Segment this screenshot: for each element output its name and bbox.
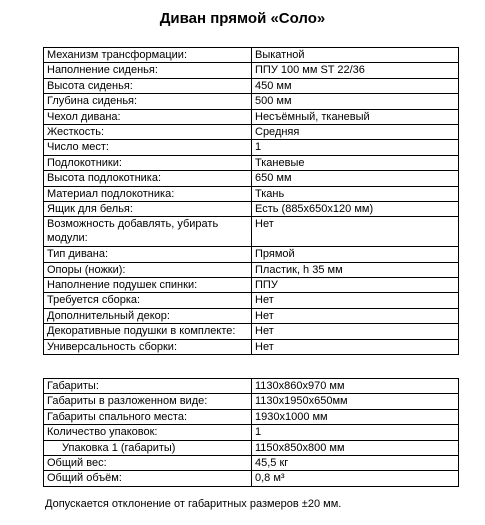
- product-title: Диван прямой «Соло»: [159, 10, 326, 27]
- table-row: [44, 63, 459, 78]
- spec-value: Выкатной: [252, 48, 459, 63]
- table-row: [44, 440, 459, 455]
- dimension-label: Габариты:: [44, 379, 252, 394]
- spec-label: Требуется сборка:: [44, 293, 252, 308]
- table-row: [44, 171, 459, 186]
- spec-value: Нет: [252, 324, 459, 339]
- tolerance-note: Допускается отклонение от габаритных размеров ±20 мм.: [45, 498, 342, 510]
- table-row: [44, 124, 459, 139]
- spec-label: Универсальность сборки:: [44, 339, 252, 354]
- table-row: [44, 109, 459, 124]
- table-row: [44, 94, 459, 109]
- table-row: [44, 217, 459, 247]
- spec-value: Средняя: [252, 124, 459, 139]
- table-row: [44, 409, 459, 424]
- spec-label: Число мест:: [44, 140, 252, 155]
- dimensions-table: [43, 378, 459, 487]
- spec-value: Нет: [252, 339, 459, 354]
- spec-label: Ящик для белья:: [44, 201, 252, 216]
- table-row: [44, 247, 459, 262]
- spec-value: Пластик, h 35 мм: [252, 262, 459, 277]
- spec-label: Механизм трансформации:: [44, 48, 252, 63]
- table-row: [44, 78, 459, 93]
- spec-label: Тип дивана:: [44, 247, 252, 262]
- spec-value: ППУ 100 мм ST 22/36: [252, 63, 459, 78]
- dimension-value: 1130х1950х650мм: [252, 394, 459, 409]
- table-row: [44, 48, 459, 63]
- dimension-value: 45,5 кг: [252, 455, 459, 470]
- spec-label: Жесткость:: [44, 124, 252, 139]
- spec-label: Дополнительный декор:: [44, 308, 252, 323]
- dimension-value: 0,8 м³: [252, 471, 459, 486]
- table-row: [44, 155, 459, 170]
- dimension-label: Общий объём:: [44, 471, 252, 486]
- dimension-label: Общий вес:: [44, 455, 252, 470]
- table-row: [44, 471, 459, 486]
- table-row: [44, 201, 459, 216]
- specs-table: [43, 47, 459, 355]
- table-row: [44, 394, 459, 409]
- table-row: [44, 455, 459, 470]
- dimension-value: 1: [252, 425, 459, 440]
- spec-label: Возможность добавлять, убирать модули:: [44, 217, 252, 247]
- table-row: [44, 425, 459, 440]
- dimension-label: Габариты спального места:: [44, 409, 252, 424]
- table-row: [44, 324, 459, 339]
- spec-value: Нет: [252, 308, 459, 323]
- spec-label: Чехол дивана:: [44, 109, 252, 124]
- spec-value: Нет: [252, 293, 459, 308]
- spec-label: Опоры (ножки):: [44, 262, 252, 277]
- spec-label: Высота сиденья:: [44, 78, 252, 93]
- table-row: [44, 140, 459, 155]
- spec-label: Наполнение сиденья:: [44, 63, 252, 78]
- table-row: [44, 262, 459, 277]
- spec-value: 450 мм: [252, 78, 459, 93]
- spec-label: Материал подлокотника:: [44, 186, 252, 201]
- spec-value: 650 мм: [252, 171, 459, 186]
- spec-value: Нет: [252, 217, 459, 247]
- spec-label: Подлокотники:: [44, 155, 252, 170]
- dimension-label: Количество упаковок:: [44, 425, 252, 440]
- dimension-value: 1130х860х970 мм: [252, 379, 459, 394]
- table-row: [44, 278, 459, 293]
- table-row: [44, 308, 459, 323]
- dimension-label: Упаковка 1 (габариты): [44, 440, 252, 455]
- dimension-value: 1150х850х800 мм: [252, 440, 459, 455]
- table-row: [44, 379, 459, 394]
- spec-value: Ткань: [252, 186, 459, 201]
- spec-value: Несъёмный, тканевый: [252, 109, 459, 124]
- table-row: [44, 339, 459, 354]
- spec-value: ППУ: [252, 278, 459, 293]
- spec-label: Наполнение подушек спинки:: [44, 278, 252, 293]
- spec-value: Есть (885х650х120 мм): [252, 201, 459, 216]
- spec-label: Глубина сиденья:: [44, 94, 252, 109]
- dimension-label: Габариты в разложенном виде:: [44, 394, 252, 409]
- spec-value: 500 мм: [252, 94, 459, 109]
- spec-value: Прямой: [252, 247, 459, 262]
- dimension-value: 1930х1000 мм: [252, 409, 459, 424]
- table-row: [44, 293, 459, 308]
- table-row: [44, 186, 459, 201]
- spec-label: Декоративные подушки в комплекте:: [44, 324, 252, 339]
- spec-value: 1: [252, 140, 459, 155]
- spec-label: Высота подлокотника:: [44, 171, 252, 186]
- spec-value: Тканевые: [252, 155, 459, 170]
